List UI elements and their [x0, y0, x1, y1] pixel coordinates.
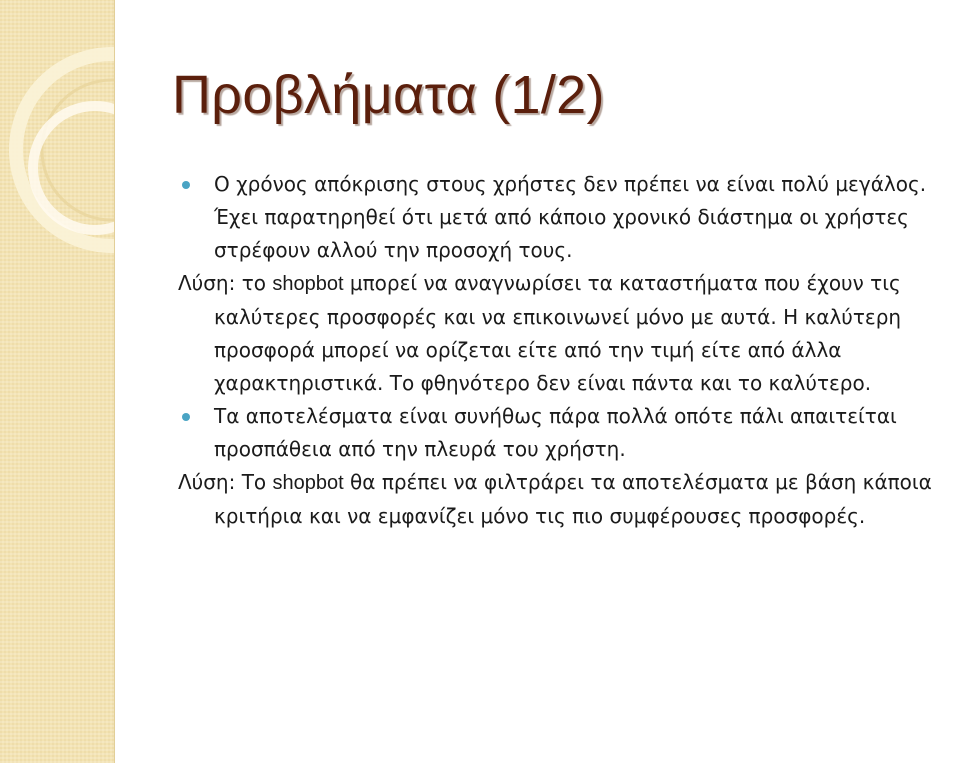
bullet-text: Τα αποτελέσματα είναι συνήθως πάρα πολλά οπότε πάλι απαιτείται προσπάθεια από την πλευρά του χρήστη.	[214, 404, 897, 461]
solution-text: θα πρέπει να φιλτράρει τα αποτελέσματα με βάση κάποια κριτήρια και να εμφανίζει μόνο τις πιο συμφέρουσες προσφορές.	[214, 470, 932, 528]
bullet-text: Ο χρόνος απόκρισης στους χρήστες δεν πρέπει να είναι πολύ μεγάλος. Έχει παρατηρηθεί ότι μετά από κάποιο χρονικό διάστημα οι χρήστες στρέφουν αλλού την προσοχή τους.	[214, 172, 927, 262]
bullet-dot-icon	[182, 413, 190, 421]
bullet-dot-icon	[182, 181, 190, 189]
solution-prefix: Λύση: το	[178, 271, 273, 295]
ring-decoration-icon	[0, 0, 114, 763]
shopbot-term: shopbot	[272, 472, 344, 494]
bullet-item	[178, 400, 948, 466]
slide-body	[178, 168, 948, 533]
solution-paragraph	[178, 466, 948, 533]
solution-text: μπορεί να αναγνωρίσει τα καταστήματα που έχουν τις καλύτερες προσφορές και να επικοινωνεί μόνο με αυτά. Η καλύτερη προσφορά μπορεί να ορίζεται είτε από την τιμή είτε από άλλα χαρακτηριστικά. Το φθηνότερο δεν είναι πάντα και το καλύτερο.	[214, 271, 902, 395]
shopbot-term: shopbot	[272, 273, 344, 295]
slide-title: Προβλήματα (1/2)	[172, 65, 605, 125]
decorative-side-panel	[0, 0, 115, 763]
solution-prefix: Λύση: Το	[178, 470, 273, 494]
bullet-item	[178, 168, 948, 267]
solution-paragraph	[178, 267, 948, 400]
